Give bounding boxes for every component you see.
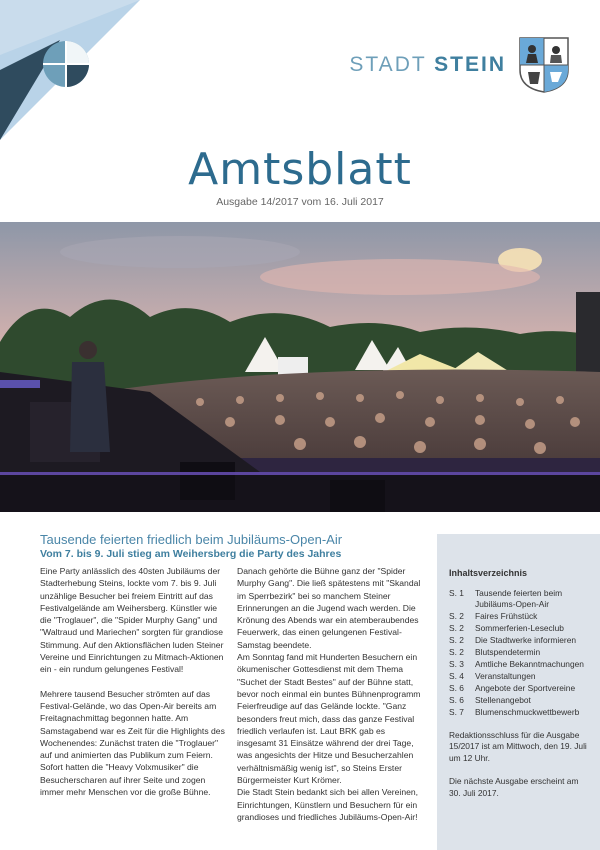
toc-page: S. 6 — [449, 682, 464, 693]
toc-item[interactable] — [449, 647, 590, 658]
toc-item[interactable] — [449, 695, 590, 706]
brand-name — [349, 53, 506, 77]
article-column-2 — [237, 565, 425, 835]
issue-line: Ausgabe 14/2017 vom 16. Juli 2017 — [216, 196, 384, 208]
toc-title: Veranstaltungen — [475, 670, 536, 681]
toc-title: Tausende feierten beim Jubiläums-Open-Air — [475, 588, 563, 610]
toc-page: S. 7 — [449, 706, 464, 717]
toc-item[interactable] — [449, 588, 590, 611]
toc-item[interactable] — [449, 635, 590, 646]
brand — [349, 36, 570, 94]
toc-page: S. 2 — [449, 623, 464, 634]
toc-item[interactable] — [449, 671, 590, 682]
toc-item[interactable] — [449, 611, 590, 622]
city-crest-icon — [518, 36, 570, 94]
brand-name-strong: STEIN — [434, 53, 506, 76]
toc-item[interactable] — [449, 683, 590, 694]
article-paragraph: Danach gehörte die Bühne ganz der "Spider Murphy Gang". Die ließ spätestens mit "Skandal im Sperrbezirk" bei so manchem Steiner Erinnerungen an die Jugend wach werden. Die Krönung des Abends war ein atemberaubendes Feuerwerk, das einen gelungenen Festival-Samstag beendete. — [237, 566, 421, 650]
logo-circle-icon — [43, 41, 89, 87]
toc-item[interactable] — [449, 659, 590, 670]
table-of-contents-box — [437, 534, 600, 850]
article-column-1 — [40, 565, 228, 810]
toc-title: Stellenangebot — [475, 694, 531, 705]
toc-title: Blutspendetermin — [475, 647, 541, 658]
toc-title: Amtliche Bekanntmachungen — [475, 658, 584, 669]
toc-page: S. 2 — [449, 611, 464, 622]
toc-list — [449, 588, 590, 718]
article-paragraph: Die Stadt Stein bedankt sich bei allen Vereinen, Einrichtungen, Künstlern und Besuchern für ein grandioses und friedliches Jubiläums-Open-Air! — [237, 787, 419, 822]
toc-item[interactable] — [449, 623, 590, 634]
toc-page: S. 6 — [449, 694, 464, 705]
next-issue-note: Die nächste Ausgabe erscheint am 30. Juli 2017. — [449, 776, 579, 798]
brand-name-light: STADT — [349, 53, 427, 76]
toc-title: Die Stadtwerke informieren — [475, 635, 577, 646]
corner-graphic — [0, 0, 140, 140]
toc-title: Sommerferien-Leseclub — [475, 623, 564, 634]
toc-title: Blumenschmuckwettbewerb — [475, 706, 580, 717]
toc-page: S. 2 — [449, 635, 464, 646]
toc-title: Angebote der Sportvereine — [475, 682, 576, 693]
deadline-note: Redaktionsschluss für die Ausgabe 15/2017 ist am Mittwoch, den 19. Juli um 12 Uhr. — [449, 729, 587, 763]
toc-page: S. 2 — [449, 647, 464, 658]
toc-heading: Inhaltsverzeichnis — [449, 568, 528, 578]
article-paragraph: Mehrere tausend Besucher strömten auf das Festival-Gelände, wo das Open-Air bereits am Freitagnachmittag begonnen hatte. Am Samstagabend war es Zeit für die Highlights des Wochenendes: Zunächst traten die "Troglauer" auf und animierten das Publikum zum Feiern. Sofort hatten die "Heavy Volxmusiker" die Besucherscharen auf ihrer Seite und zogen immer mehr Menschen vor die große Bühne. — [40, 688, 225, 798]
article-paragraph: Am Sonntag fand mit Hunderten Besuchern ein ökumenischer Gottesdienst mit dem Thema "Suchet der Stadt Bestes" auf der Bühne statt, bevor noch einmal ein buntes Bühnenprogramm Feierfreudige auf das Gelände lockte. "Ganz besonders freut mich, dass das ganze Festival friedlich verlaufen ist. Laut BRK gab es insgesamt 31 Einsätze während der drei Tage, was angesichts der Hitze und Besucherzahlen verhältnismäßig wenig ist", so Steins Erster Bürgermeister Kurt Krömer. — [237, 652, 421, 786]
toc-page: S. 3 — [449, 658, 464, 669]
toc-item[interactable] — [449, 707, 590, 718]
masthead-title: Amtsblatt — [188, 144, 412, 195]
article-headline: Tausende feierten friedlich beim Jubiläums-Open-Air — [40, 532, 343, 547]
toc-page: S. 1 — [449, 588, 464, 598]
article-subheadline: Vom 7. bis 9. Juli stieg am Weihersberg die Party des Jahres — [40, 548, 342, 560]
toc-page: S. 4 — [449, 670, 464, 681]
toc-title: Faires Frühstück — [475, 611, 538, 622]
open-air-concert-crowd-photo — [0, 222, 600, 512]
article-paragraph: Eine Party anlässlich des 40sten Jubiläums der Stadterhebung Steins, lockte vom 7. bis 9. Juli unzählige Besucher bei freiem Eintritt auf das Festivalgelände am Weihersberg. Künstler wie die "Troglauer", die "Spider Murphy Gang" und "Waltraud und Mariechen" sorgten für grandiose Stimmung. Auf den Aktionsflächen luden Steiner Vereine und Einrichtungen zu Mitmach-Aktionen ein - ein rundum gelungenes Festival! — [40, 566, 224, 675]
